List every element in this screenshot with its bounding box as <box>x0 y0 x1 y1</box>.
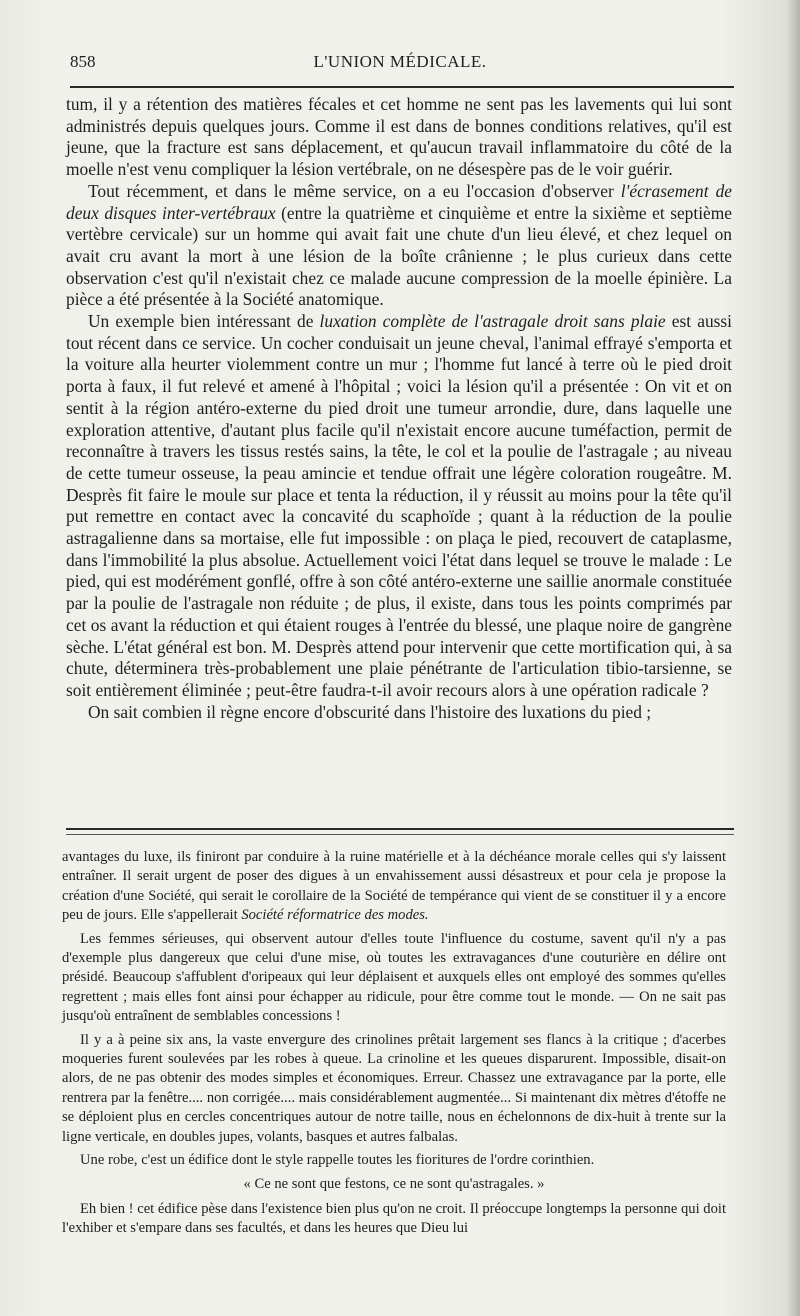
italic-phrase: Société réformatrice des modes. <box>241 907 429 924</box>
italic-phrase: luxation complète de l'astragale droit sans plaie <box>319 311 666 332</box>
article-paragraph-3 <box>66 311 732 702</box>
feuilleton-paragraph-1 <box>62 848 726 926</box>
italic-phrase: l'écrasement de deux disques inter-vertébraux <box>66 180 732 223</box>
feuilleton-paragraph-2: Les femmes sérieuses, qui observent autour d'elles toute l'influence du costume, savent qu'il n'y a pas d'exemple plus dangereux que celui d'une mise, où toutes les extravagances d'une couturière en délire ont présidé. Beaucoup s'affublent d'oripeaux qui leur déplaisent et auxquels elles ont employé des sommes qu'elles regrettent ; mais elles font ainsi pour échapper au ridicule, pour être comme tout le monde. — On ne sait pas jusqu'où entraînent de semblables concessions ! <box>62 930 726 1025</box>
paragraph-text: est aussi tout récent dans ce service. Un cocher conduisait un jeune cheval, l'animal effrayé s'emporta et la voiture alla heurter violemment contre un mur ; l'homme fut lancé à terre où le pied droit porta à faux, il fut relevé et amené à l'hôpital ; voici la lésion qu'il a présentée : On vit et on sentit à la région antéro-externe du pied droit une tumeur arrondie, dure, dans laquelle une exploration attentive, d'autant plus facile qu'il n'existait encore aucune tuméfaction, permit de reconnaître à travers les tissus restés sains, la tête, le col et la poulie de l'astragale ; au niveau de cette tumeur osseuse, la peau amincie et tendue offrait une légère coloration rougeâtre. M. Desprès fit faire le moule sur place et tenta la réduction, il y réussit au moins pour la tête qu'il put remettre en contact avec la concavité du scaphoïde ; quant à la réduction de la poulie astragalienne dans sa mortaise, elle fut impossible : on plaça le pied, recouvert de cataplasme, dans l'immobilité la plus absolue. Actuellement voici l'état dans lequel se trouve le malade : Le pied, qui est modérément gonflé, offre à son côté antéro-externe une saillie anormale constituée par la poulie de l'astragale non réduite ; de plus, il existe, dans tous les points comprimés par cet os avant la réduction et qui étaient rouges à l'entrée du blessé, une plaque noire de gangrène sèche. L'état général est bon. M. Desprès attend pour intervenir que cette mortification qui, à sa chute, déterminera très-probablement une plaie pénétrante de l'articulation tibio-tarsienne, se soit entièrement éliminée ; peut-être faudra-t-il avoir recours alors à une opération radicale ? <box>66 311 733 700</box>
feuilleton-separator-thin <box>66 834 734 835</box>
article-body <box>66 94 732 723</box>
running-title: L'UNION MÉDICALE. <box>313 52 487 71</box>
feuilleton-paragraph-5: Eh bien ! cet édifice pèse dans l'existence bien plus qu'on ne croit. Il préoccupe longtemps la personne qui doit l'exhiber et s'empare dans ses facultés, et dans les heures que Dieu lui <box>62 1200 726 1237</box>
page-number: 858 <box>70 52 96 71</box>
feuilleton-quote: « Ce ne sont que festons, ce ne sont qu'astragales. » <box>243 1175 545 1192</box>
page-edge-shadow <box>786 0 800 1316</box>
paragraph-text: Un exemple bien intéressant de <box>88 311 320 332</box>
feuilleton-paragraph-3: Il y a à peine six ans, la vaste envergure des crinolines prêtait largement ses flancs à la critique ; d'acerbes moqueries furent soulevées par les robes à queue. La crinoline et les queues disparurent. Impossible, disait-on alors, de ne pas obtenir des modes simples et économiques. Erreur. Chassez une extravagance par la porte, elle rentrera par la fenêtre.... non corrigée.... mais considérablement augmentée... Si maintenant dix mètres d'étoffe ne se déploient plus en cercles concentriques autour de notre taille, nous en échelonnons de dix-huit à trente sur la ligne verticale, en doubles jupes, volants, basques et autres falbalas. <box>62 1031 726 1145</box>
header-rule <box>70 86 734 88</box>
feuilleton-separator <box>66 828 734 830</box>
feuilleton-body <box>62 848 726 1243</box>
article-paragraph-1: tum, il y a rétention des matières fécales et cet homme ne sent pas les lavements qui lui sont administrés depuis quelques jours. Comme il est dans de bonnes conditions relatives, qu'il est jeune, que la fracture est sans déplacement, et qu'aucun travail inflammatoire du côté de la moelle n'est venu compliquer la lésion vertébrale, on ne désespère pas de le voir guérir. <box>66 94 732 180</box>
article-paragraph-2 <box>66 181 732 311</box>
page-header <box>70 50 730 76</box>
paragraph-text: Tout récemment, et dans le même service, on a eu l'occasion d'observer <box>88 180 621 201</box>
feuilleton-paragraph-4: Une robe, c'est un édifice dont le style rappelle toutes les fioritures de l'ordre corinthien. <box>80 1152 595 1169</box>
paragraph-text: (entre la quatrième et cinquième et entre la sixième et septième vertèbre cervicale) sur un homme qui avait fait une chute d'un lieu élevé, et chez lequel on avait cru avant la mort à une lésion de la boîte crânienne ; le plus curieux dans cette observation c'est qu'il n'existait chez ce malade aucune compression de la moelle épinière. La pièce a été présentée à la Société anatomique. <box>66 202 733 310</box>
paragraph-text: avantages du luxe, ils finiront par conduire à la ruine matérielle et à la déchéance morale celles qui s'y laissent entraîner. Il serait urgent de poser des digues à un envahissement aussi désastreux et pour cela je propose la création d'une Société, qui serait le corollaire de la Société de tempérance qui vient de se constituer il y a encore peu de jours. Elle s'appellerait <box>62 849 726 924</box>
article-paragraph-4: On sait combien il règne encore d'obscurité dans l'histoire des luxations du pied ; <box>88 701 652 722</box>
